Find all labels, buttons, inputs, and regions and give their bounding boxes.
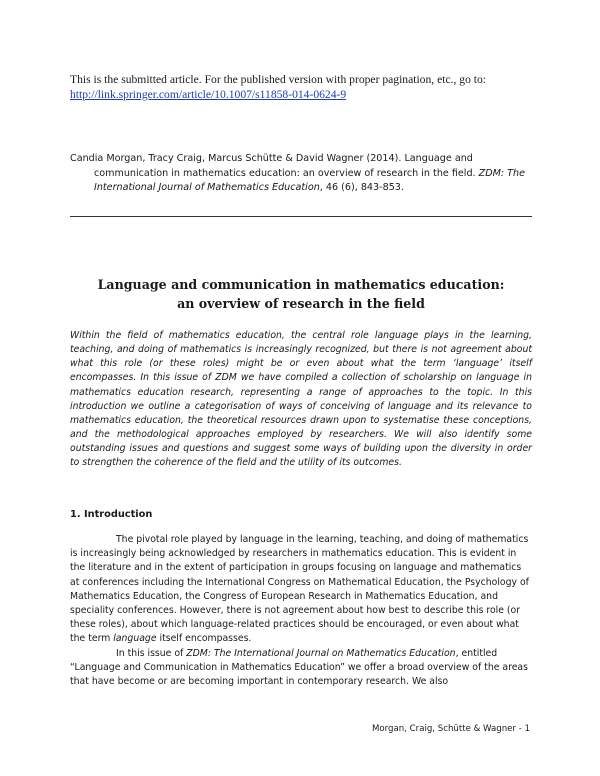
paper-title	[70, 275, 532, 313]
paragraph-1-tail: itself encompasses.	[156, 633, 252, 645]
paragraph-2-journal: ZDM: The International Journal on Mathematics Education	[186, 647, 456, 659]
paragraph-1-emphasis: language	[113, 633, 157, 645]
submitted-note: This is the submitted article. For the published version with proper pagination, etc., go to:	[70, 73, 487, 86]
paragraph-1-text: The pivotal role played by language in the learning, teaching, and doing of mathematics is increasingly being acknowledged by researchers in mathematics education. This is evident in the literature and in the extent of participation in groups focusing on language and mathematics at conferences including the International Congress on Mathematical Education, the Psychology of Mathematics Education, the Congress of European Research in Mathematics Education, and speciality conferences. However, there is not agreement about how best to describe this role (or these roles), about which language-related practices should be encouraged, or even about what the term	[70, 534, 529, 645]
citation-main: Candia Morgan, Tracy Craig, Marcus Schütte & David Wagner (2014). Language and communication in mathematics education: an overview of research in the field.	[70, 153, 479, 179]
citation	[70, 152, 540, 196]
paper-title-line-2: an overview of research in the field	[177, 296, 425, 311]
paper-title-line-1: Language and communication in mathematics education:	[97, 277, 505, 292]
paragraph-2-text: In this issue of	[116, 647, 187, 659]
paragraph-2-tail: , entitled “Language and Communication in Mathematics Education” we offer a broad overview of the areas that have become or are becoming important in contemporary research. We also	[70, 647, 528, 688]
section-body	[70, 533, 532, 689]
citation-details: , 46 (6), 843-853.	[319, 182, 404, 193]
page-footer: Morgan, Craig, Schütte & Wagner - 1	[371, 724, 530, 734]
section-heading: 1. Introduction	[70, 509, 153, 520]
horizontal-divider	[70, 216, 532, 217]
abstract: Within the field of mathematics education, the central role language plays in the learning, teaching, and doing of mathematics is increasingly recognized, but there is not agreement about what this role (or these roles) might be or even about what the term ‘language’ itself encompasses. In this issue of ZDM we have compiled a collection of scholarship on language in mathematics education research, representing a range of approaches to the topic. In this introduction we outline a categorisation of ways of conceiving of language and its relevance to mathematics education, the theoretical resources drawn upon to systematise these conceptions, and the methodological approaches employed by researchers. We will also identify some outstanding issues and questions and suggest some ways of building upon the diversity in order to strengthen the coherence of the field and the utility of its outcomes.	[70, 330, 532, 469]
citation-journal: ZDM: The International Journal of Mathematics Education	[94, 167, 526, 193]
springer-link[interactable]: http://link.springer.com/article/10.1007/s11858-014-0624-9	[70, 88, 347, 101]
paragraph-2	[70, 647, 532, 690]
paragraph-1	[70, 533, 532, 647]
submitted-note-block	[70, 72, 540, 102]
